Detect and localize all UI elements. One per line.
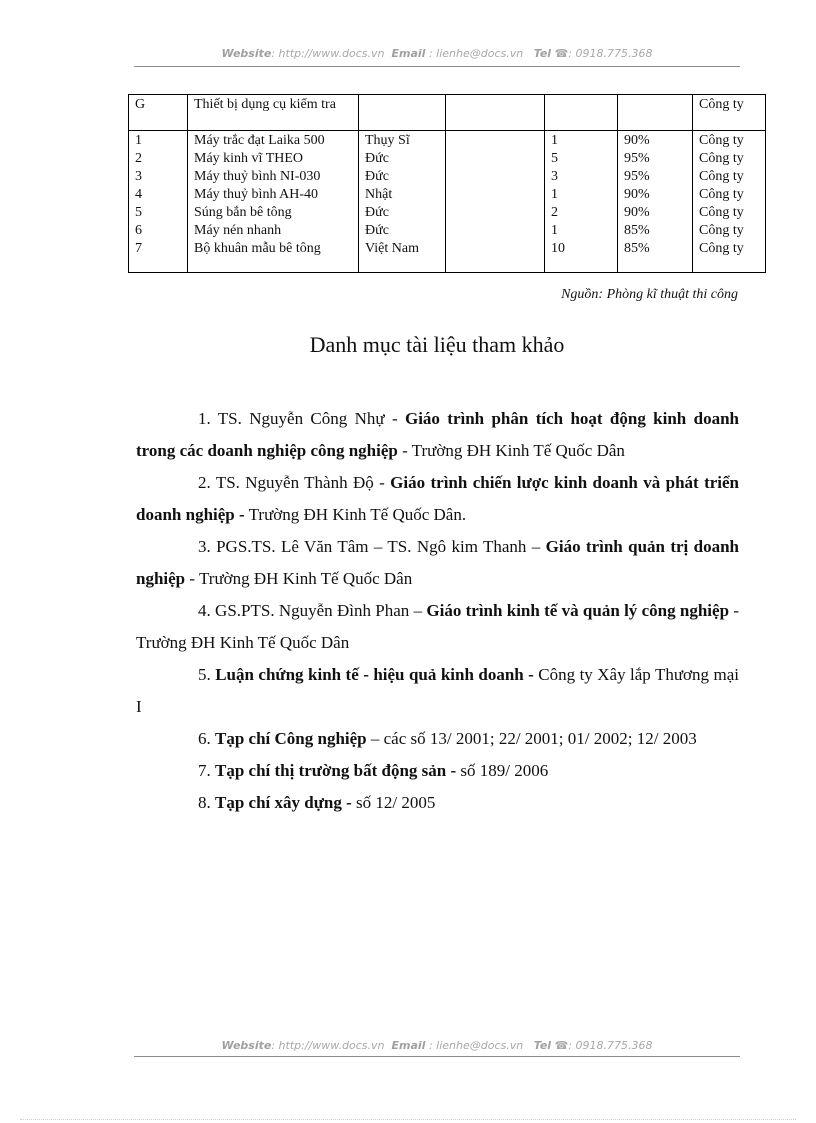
website-label: Website [221, 47, 272, 60]
table-row [129, 131, 766, 273]
list-item: 8. Tạp chí xây dựng - số 12/ 2005 [198, 793, 436, 812]
cell-year [446, 95, 545, 131]
email-value: : lienhe@docs.vn [425, 1039, 524, 1052]
website-value: : http://www.docs.vn [271, 1039, 385, 1052]
email-label: Email [391, 47, 426, 60]
telephone-icon: ☎ [554, 47, 569, 60]
page-header [134, 47, 740, 60]
email-value: : lienhe@docs.vn [425, 47, 524, 60]
list-item: 7. Tạp chí thị trường bất động sản - số 189/ 2006 [198, 761, 549, 780]
tel-value: : 0918.775.368 [568, 47, 653, 60]
col-owner: Công ty Công ty Công ty Công ty Công ty Công ty Công ty [693, 131, 766, 273]
cell-code: G [129, 95, 188, 131]
cell-origin [359, 95, 446, 131]
tel-label: Tel [533, 47, 552, 60]
page-edge-divider [20, 1119, 796, 1120]
header-divider [134, 66, 740, 67]
website-label: Website [221, 1039, 272, 1052]
tel-label: Tel [533, 1039, 552, 1052]
col-name: Máy trắc đạt Laika 500 Máy kinh vĩ THEO Máy thuỷ bình NI-030 Máy thuỷ bình AH-40 Súng bắn bê tông Máy nén nhanh Bộ khuân mẫu bê tông [188, 131, 359, 273]
list-item: 3. PGS.TS. Lê Văn Tâm – TS. Ngô kim Thanh – Giáo trình quản trị doanh nghiệp - Trường ĐH Kinh Tế Quốc Dân [136, 537, 739, 588]
list-item: 2. TS. Nguyễn Thành Độ - Giáo trình chiến lược kinh doanh và phát triển doanh nghiệp - Trường ĐH Kinh Tế Quốc Dân. [136, 473, 740, 524]
col-no: 1 2 3 4 5 6 7 [129, 131, 188, 273]
footer-divider [134, 1056, 740, 1057]
col-origin: Thụy Sĩ Đức Đức Nhật Đức Đức Việt Nam [359, 131, 446, 273]
list-item: 6. Tạp chí Công nghiệp – các số 13/ 2001; 22/ 2001; 01/ 2002; 12/ 2003 [198, 729, 697, 748]
list-item: 5. Luận chứng kinh tế - hiệu quả kinh doanh - Công ty Xây lắp Thương mại I [136, 665, 739, 716]
equipment-table [128, 94, 766, 273]
telephone-icon: ☎ [554, 1039, 569, 1052]
col-year [446, 131, 545, 273]
website-value: : http://www.docs.vn [271, 47, 385, 60]
cell-owner: Công ty [693, 95, 766, 131]
tel-value: : 0918.775.368 [568, 1039, 653, 1052]
table-row [129, 95, 766, 131]
page-footer [134, 1039, 740, 1052]
table-source-note: Nguồn: Phòng kĩ thuật thi công [561, 287, 738, 302]
reference-list [136, 403, 739, 819]
page-title: Danh mục tài liệu tham khảo [309, 332, 565, 357]
cell-name: Thiết bị dụng cụ kiểm tra [188, 95, 359, 131]
col-quality: 90% 95% 95% 90% 90% 85% 85% [618, 131, 693, 273]
col-qty: 1 5 3 1 2 1 10 [545, 131, 618, 273]
cell-qty [545, 95, 618, 131]
email-label: Email [391, 1039, 426, 1052]
list-item: 4. GS.PTS. Nguyễn Đình Phan – Giáo trình kinh tế và quản lý công nghiệp - Trường ĐH Kinh Tế Quốc Dân [136, 601, 739, 652]
list-item: 1. TS. Nguyễn Công Nhự - Giáo trình phân tích hoạt động kinh doanh trong các doanh nghiệp công nghiệp - Trường ĐH Kinh Tế Quốc Dân [136, 409, 739, 460]
cell-quality [618, 95, 693, 131]
